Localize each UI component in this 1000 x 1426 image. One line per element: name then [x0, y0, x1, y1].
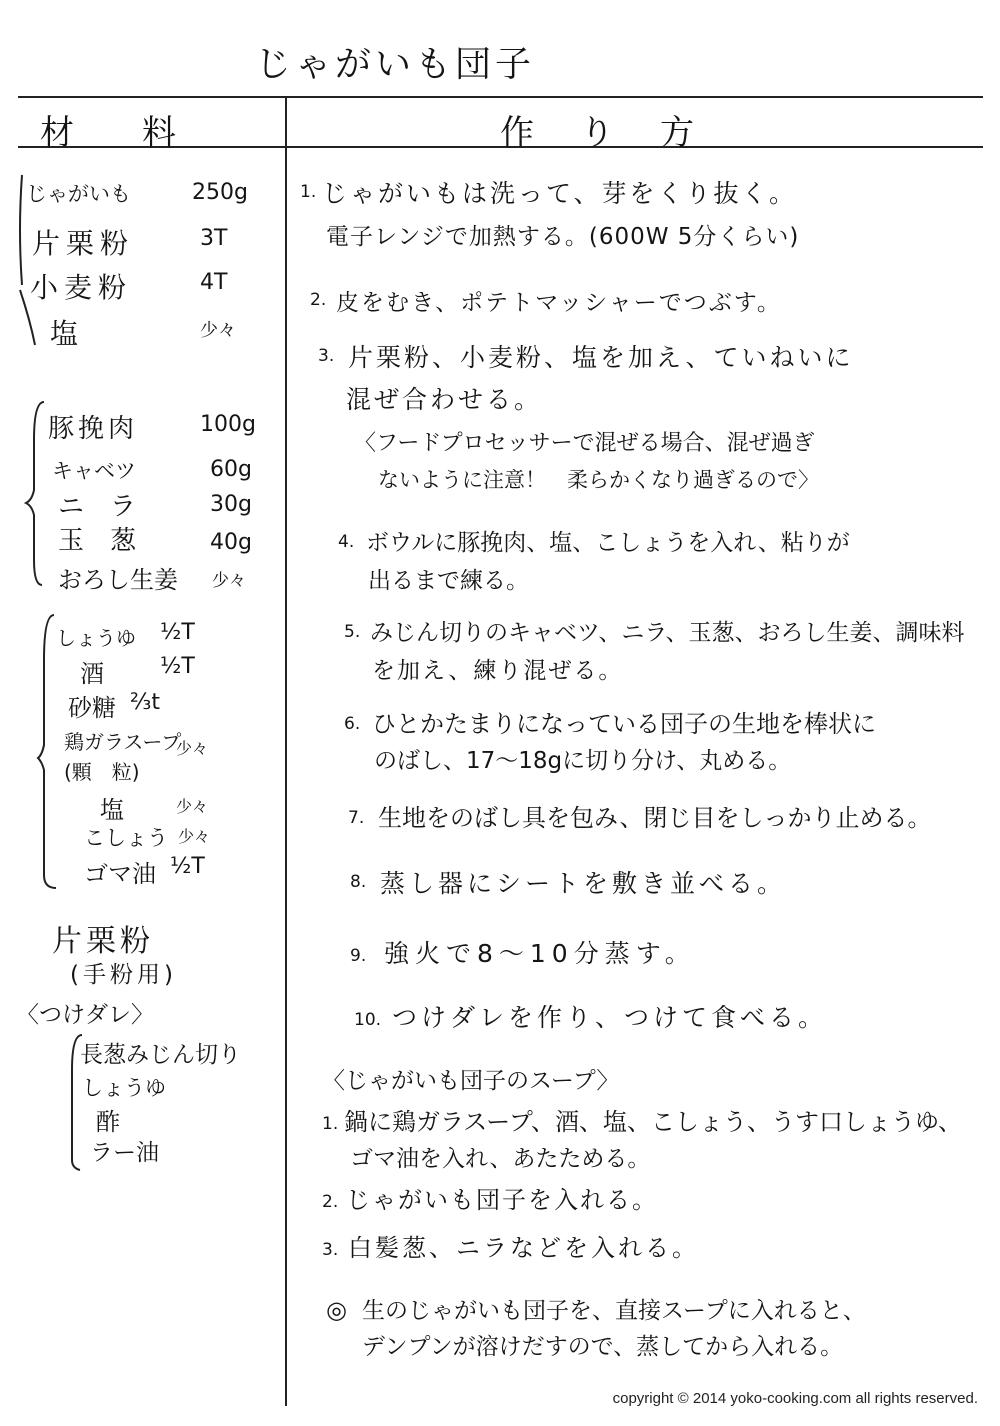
- step-number: 5.: [344, 622, 361, 642]
- step-number: 4.: [338, 532, 355, 552]
- ingredient-name: 玉 葱: [58, 526, 137, 556]
- soup-step-number: 3.: [322, 1240, 339, 1260]
- step-number: 8.: [350, 872, 367, 892]
- step-text: 片栗粉、小麦粉、塩を加え、ていねいに: [348, 343, 854, 372]
- ingredient-name: 酒: [80, 660, 104, 688]
- ingredient-amount: ½T: [160, 620, 195, 645]
- step-text: つけダレを作り、つけて食べる。: [392, 1003, 828, 1032]
- ingredient-name: 片栗粉: [32, 227, 135, 260]
- ingredients-header: 材 料: [40, 113, 176, 153]
- step-text: 混ぜ合わせる。: [346, 385, 543, 414]
- step-text: ないように注意！ 柔らかくなり過ぎるので〉: [378, 468, 819, 492]
- sauce-item: 長葱みじん切り: [80, 1042, 241, 1068]
- ingredient-amount: 4T: [200, 270, 228, 295]
- note-text: 生のじゃがいも団子を、直接スープに入れると、: [362, 1298, 866, 1324]
- ingredient-amount: 少々: [200, 320, 236, 341]
- soup-step-number: 2.: [322, 1192, 339, 1212]
- ingredient-name: 砂糖: [68, 694, 116, 722]
- ingredient-amount: 40g: [210, 530, 252, 555]
- soup-step-text: 白髪葱、ニラなどを入れる。: [348, 1234, 699, 1262]
- step-number: 3.: [318, 346, 335, 366]
- ingredient-name: 小麦粉: [30, 271, 133, 304]
- bracket-group2: [26, 402, 44, 585]
- step-text: 生地をのばし具を包み、閉じ目をしっかり止める。: [378, 804, 932, 832]
- ingredient-amount: 少々: [212, 571, 246, 591]
- ingredient-name: じゃがいも: [26, 182, 131, 206]
- sauce-item: しょうゆ: [82, 1076, 166, 1100]
- step-number: 7.: [348, 808, 365, 828]
- note-text: デンプンが溶けだすので、蒸してから入れる。: [362, 1334, 844, 1360]
- soup-step-text: 鍋に鶏ガラスープ、酒、塩、こしょう、うす口しょうゆ、: [344, 1108, 962, 1136]
- step-number: 10.: [354, 1010, 382, 1030]
- ingredient-name: 塩: [100, 796, 124, 824]
- ingredient-name: しょうゆ: [56, 626, 136, 650]
- step-number: 2.: [310, 290, 327, 310]
- step-text: 皮をむき、ポテトマッシャーでつぶす。: [336, 290, 782, 316]
- soup-step-number: 1.: [322, 1114, 339, 1134]
- method-header: 作 り 方: [500, 113, 700, 153]
- soup-step-text: ゴマ油を入れ、あたためる。: [350, 1146, 651, 1172]
- ingredient-name: こしょう: [84, 826, 168, 850]
- step-text: 強火で8〜10分蒸す。: [384, 939, 696, 968]
- ingredient-amount: ½T: [170, 854, 205, 879]
- sauce-heading: 〈つけダレ〉: [16, 1002, 154, 1028]
- recipe-title: じゃがいも団子: [255, 44, 536, 85]
- ingredient-name: おろし生姜: [58, 566, 178, 594]
- sauce-item: ラー油: [90, 1140, 159, 1166]
- soup-step-text: じゃがいも団子を入れる。: [346, 1186, 658, 1214]
- ingredient-amount: 少々: [176, 797, 209, 816]
- ingredient-amount: ⅔t: [130, 690, 160, 715]
- copyright-text: copyright © 2014 yoko-cooking.com all rights reserved.: [612, 1390, 978, 1407]
- ingredient-name: 鶏ガラスープ: [64, 730, 182, 754]
- step-number: 9.: [350, 946, 367, 966]
- step-number: 6.: [344, 714, 361, 734]
- ingredient-name: ニ ラ: [58, 492, 137, 522]
- ingredient-amount: 少々: [178, 827, 211, 846]
- step-text: 出るまで練る。: [368, 568, 529, 594]
- step-number: 1.: [300, 182, 317, 202]
- bracket-group3: [38, 615, 56, 888]
- step-text: 蒸し器にシートを敷き並べる。: [380, 869, 787, 898]
- step-text: ひとかたまりになっている団子の生地を棒状に: [372, 710, 876, 738]
- ingredient-name: 塩: [50, 317, 79, 350]
- ingredient-amount: 100g: [200, 412, 256, 437]
- note-mark: ◎: [326, 1296, 347, 1324]
- ingredient-amount: 250g: [192, 180, 248, 205]
- ingredient-name: 豚挽肉: [48, 414, 139, 444]
- step-text: 〈フードプロセッサーで混ぜる場合、混ぜ過ぎ: [354, 431, 815, 456]
- soup-heading: 〈じゃがいも団子のスープ〉: [322, 1068, 620, 1094]
- ingredient-name: (顆 粒): [64, 760, 140, 784]
- dusting-name: 片栗粉: [52, 924, 154, 959]
- step-text: じゃがいもは洗って、芽をくり抜く。: [322, 179, 798, 208]
- step-text: みじん切りのキャベツ、ニラ、玉葱、おろし生姜、調味料: [370, 620, 965, 646]
- ingredient-amount: 3T: [200, 226, 228, 251]
- step-text: を加え、練り混ぜる。: [372, 658, 624, 684]
- ingredient-amount: 60g: [210, 457, 252, 482]
- ingredient-name: キャベツ: [52, 459, 136, 483]
- sauce-item: 酢: [96, 1108, 120, 1136]
- ingredient-amount: 30g: [210, 492, 252, 517]
- ingredient-amount: 少々: [176, 739, 209, 758]
- dusting-note: (手粉用): [70, 962, 177, 988]
- step-text: ボウルに豚挽肉、塩、こしょうを入れ、粘りが: [366, 530, 850, 556]
- step-text: のばし、17〜18gに切り分け、丸める。: [374, 748, 792, 774]
- ingredient-name: ゴマ油: [84, 860, 156, 888]
- ingredient-amount: ½T: [160, 654, 195, 679]
- step-text: 電子レンジで加熱する。(600W 5分くらい): [326, 224, 800, 250]
